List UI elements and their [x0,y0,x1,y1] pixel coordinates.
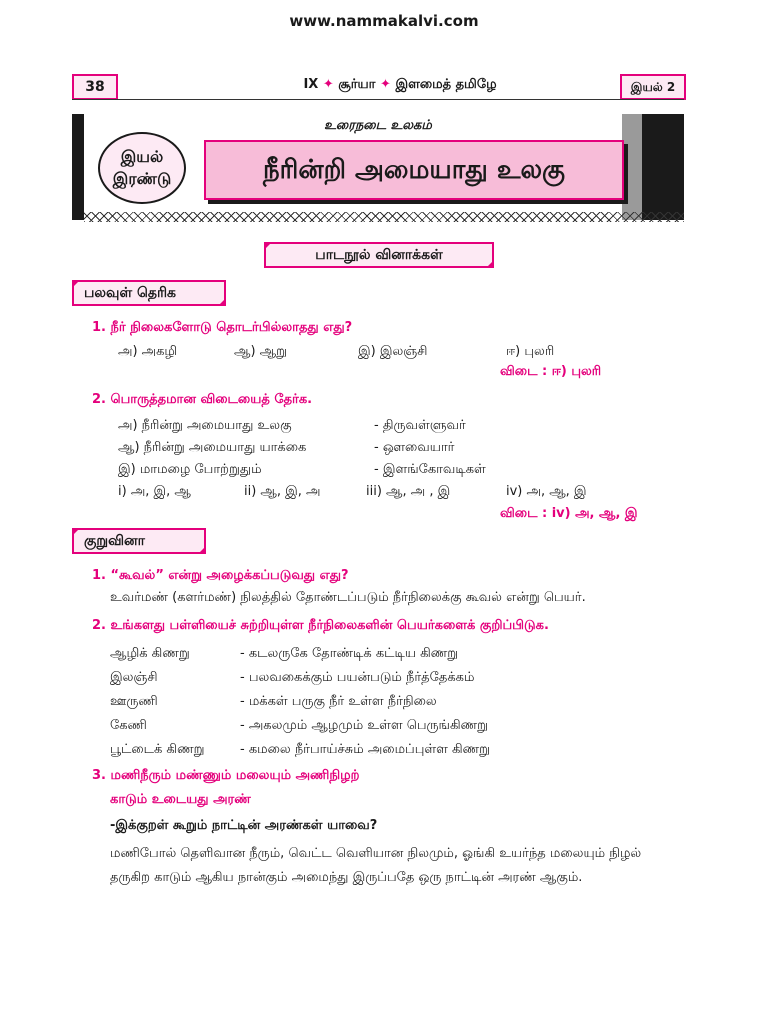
mcq1-option-b: ஆ) ஆறு [234,344,287,359]
banner-subtitle: உரைநடை உலகம் [324,118,432,133]
mcq2-option-4: iv) அ, ஆ, இ [506,484,587,499]
mcq-question-1: 1. நீர் நிலைகளோடு தொடர்பில்லாதது எது? [92,320,353,335]
waterbody-desc-1: - கடலருகே தோண்டிக் கட்டிய கிணறு [240,646,459,661]
mcq1-option-d: ஈ) புலரி [506,344,555,359]
short-answer-1: உவர்மண் (களர்மண்) நிலத்தில் தோண்டப்படும் நீர்நிலைக்கு கூவல் என்று பெயர். [110,590,586,605]
waterbody-term-4: கேணி [110,718,147,733]
match-left-1: அ) நீரின்று அமையாது உலகு [118,418,292,433]
short-question-2: 2. உங்களது பள்ளியைச் சுற்றியுள்ள நீர்நிலைகளின் பெயர்களைக் குறிப்பிடுக. [92,618,549,633]
waterbody-desc-2: - பலவகைக்கும் பயன்படும் நீர்த்தேக்கம் [240,670,475,685]
kural-answer-line-1: மணிபோல் தெளிவான நீரும், வெட்ட வெளியான நிலமும், ஓங்கி உயர்ந்த மலையும் நிழல் [110,846,642,861]
match-left-3: இ) மாமழை போற்றுதும் [118,462,262,477]
waterbody-desc-3: - மக்கள் பருகு நீர் உள்ள நீர்நிலை [240,694,437,709]
waterbody-term-2: இலஞ்சி [110,670,158,685]
mcq2-answer: விடை : iv) அ, ஆ, இ [500,506,638,521]
waterbody-term-1: ஆழிக் கிணறு [110,646,190,661]
match-left-2: ஆ) நீரின்று அமையாது யாக்கை [118,440,307,455]
textbook-heading: பாடநூல் வினாக்கள் [264,242,494,268]
header-rule [72,99,684,100]
match-right-3: - இளங்கோவடிகள் [374,462,486,477]
chapter-title: நீரின்றி அமையாது உலகு [204,140,624,200]
chapter-line1: இயல் [120,147,164,166]
chapter-circle [98,132,186,204]
page-number: 38 [72,74,118,100]
waterbody-term-5: பூட்டைக் கிணறு [110,742,205,757]
waterbody-desc-4: - அகலமும் ஆழமும் உள்ள பெருங்கிணறு [240,718,489,733]
diamond-icon: ✦ [380,77,391,92]
kural-line-1: 3. மணிநீரும் மண்ணும் மலையும் அணிநிழற் [92,768,360,783]
mcq-heading: பலவுள் தெரிக [72,280,226,306]
mcq1-answer: விடை : ஈ) புலரி [500,364,602,379]
mcq2-option-2: ii) ஆ, இ, அ [244,484,321,499]
diamond-icon: ✦ [322,77,334,92]
publisher-label: சூர்யா [338,77,376,92]
short-answer-heading: குறுவினா [72,528,206,554]
waterbody-desc-5: - கமலை நீர்பாய்ச்சும் அமைப்புள்ள கிணறு [240,742,491,757]
site-url: www.nammakalvi.com [289,12,479,30]
waterbody-term-3: ஊருணி [110,694,158,709]
mcq-question-2: 2. பொருத்தமான விடையைத் தேர்க. [92,392,313,407]
book-label: இளமைத் தமிழே [395,77,497,92]
kural-answer-line-2: தருகிற காடும் ஆகிய நான்கும் அமைந்து இருப்பதே ஒரு நாட்டின் அரண் ஆகும். [110,870,583,885]
mcq2-option-1: i) அ, இ, ஆ [118,484,191,499]
short-question-1: 1. “கூவல்” என்று அழைக்கப்படுவது எது? [92,568,349,583]
chapter-line2: இரண்டு [112,169,172,188]
chapter-tag: இயல் 2 [620,74,686,100]
mcq2-option-3: iii) ஆ, அ , இ [366,484,451,499]
mcq1-option-a: அ) அகழி [118,344,178,359]
running-head [200,77,600,93]
mcq1-option-c: இ) இலஞ்சி [358,344,428,359]
banner-pattern [84,212,684,222]
kural-line-2: காடும் உடையது அரண் [110,792,251,807]
kural-question: -இக்குறள் கூறும் நாட்டின் அரண்கள் யாவை? [110,818,378,833]
match-right-2: - ஔவையார் [374,440,455,455]
match-right-1: - திருவள்ளுவர் [374,418,466,433]
grade-label: IX [303,77,319,92]
chapter-banner [72,114,684,226]
